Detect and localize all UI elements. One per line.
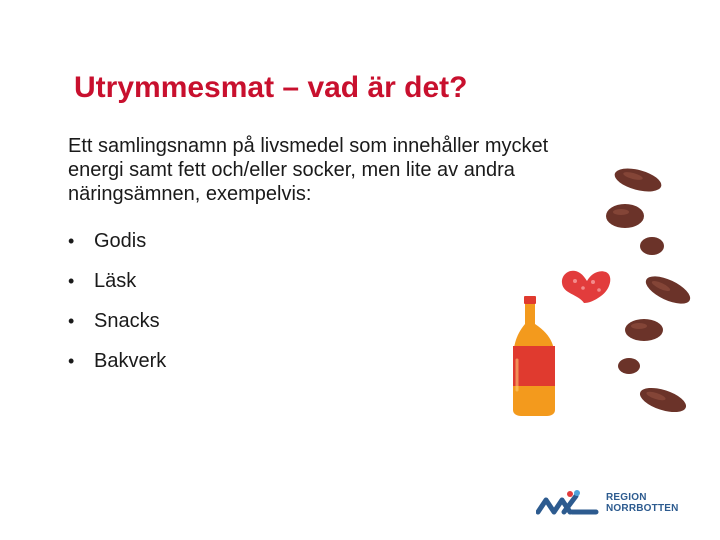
bullet-item-lask [68,269,328,309]
bullet-list [68,229,328,389]
region-logo-icon [536,488,600,520]
region-norrbotten-logo [536,488,696,520]
bullet-text: Snacks [94,310,160,332]
bullet-marker: • [68,231,75,251]
bullet-marker: • [68,311,75,331]
chocolate-pieces-icon [606,164,694,417]
bullet-marker: • [68,271,75,291]
logo-line-norrbotten: NORRBOTTEN [606,503,679,514]
soda-bottle-icon [513,296,555,416]
logo-text [606,492,694,514]
bullet-item-snacks [68,309,328,349]
bullet-text: Läsk [94,270,137,292]
intro-paragraph: Ett samlingsnamn på livsmedel som innehåller mycket energi samt fett och/eller socker, men lite av andra näringsämnen, exempelvis: [68,135,549,205]
bullet-item-godis [68,229,328,269]
bullet-text: Bakverk [94,350,167,372]
slide-title: Utrymmesmat – vad är det? [74,71,468,104]
logo-line-region: REGION [606,492,647,503]
bullet-item-bakverk [68,349,328,389]
bullet-text: Godis [94,230,147,252]
heart-candy-icon [562,271,610,303]
bullet-marker: • [68,351,75,371]
food-illustration [505,158,695,420]
